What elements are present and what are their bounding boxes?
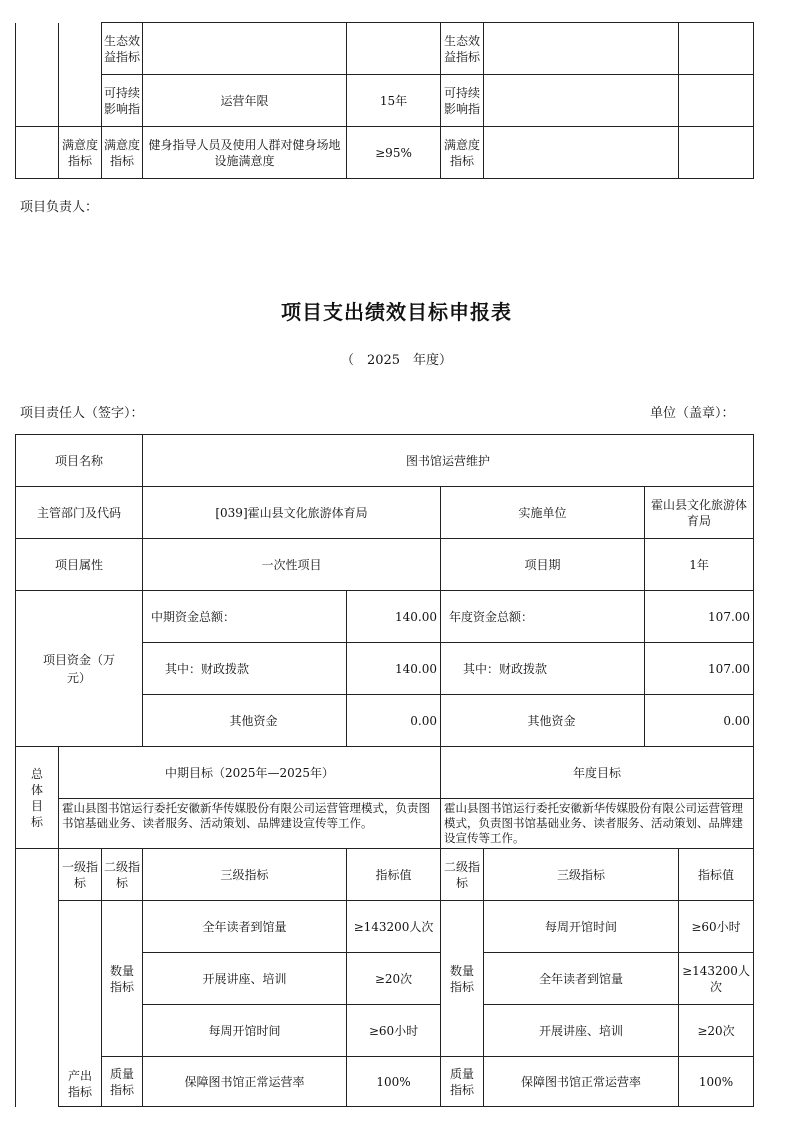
year-quantity-label: [441, 901, 484, 1057]
mid-goal-text: 霍山县图书馆运行委托安徽新华传媒股份有限公司运营管理模式，负责图书馆基础业务、读者服务、活动策划、品牌建设宣传等工作。: [59, 799, 441, 849]
quantity-label-text: 数量指标: [109, 963, 134, 994]
year-quantity-name: 开展讲座、培训: [484, 1005, 679, 1057]
indicator-value: ≥95%: [347, 127, 441, 179]
year-quality-label-text: 质量指标: [449, 1066, 474, 1097]
mid-quantity-name: 开展讲座、培训: [143, 953, 347, 1005]
blank-cell: [16, 23, 59, 127]
project-name-value: 图书馆运营维护: [143, 435, 754, 487]
indicator-l3b: [484, 75, 679, 127]
indicator-l3: 运营年限: [143, 75, 347, 127]
indicator-l2b: 满意度指标: [441, 127, 484, 179]
blank-cell: [59, 23, 102, 127]
indicator-l2b: 生态效益指标: [441, 23, 484, 75]
year-quantity-value: ≥143200人次: [679, 953, 754, 1005]
indicator-l2: 可持续影响指: [102, 75, 143, 127]
dept-label: 主管部门及代码: [16, 487, 143, 539]
mid-quality-name: 保障图书馆正常运营率: [143, 1057, 347, 1107]
mid-goal-header: 中期目标（2025年—2025年）: [59, 747, 441, 799]
unit-label: 单位（盖章）：: [650, 406, 735, 421]
blank-cell: [16, 127, 59, 179]
mid-fiscal-value: 140.00: [347, 643, 441, 695]
indicator-l3b: [484, 23, 679, 75]
attr-label: 项目属性: [16, 539, 143, 591]
fund-label: [16, 591, 143, 747]
continuation-table: [15, 22, 754, 179]
year-goal-header: 年度目标: [441, 747, 754, 799]
mid-total-value: 140.00: [347, 591, 441, 643]
mid-fiscal-label: 其中：财政拨款: [143, 643, 347, 695]
quantity-label: [102, 901, 143, 1057]
header-value: 指标值: [347, 849, 441, 901]
indicator-valueb: [679, 75, 754, 127]
mid-quantity-name: 每周开馆时间: [143, 1005, 347, 1057]
indicator-l2b: 可持续影响指: [441, 75, 484, 127]
mid-other-value: 0.00: [347, 695, 441, 747]
header-valueb: 指标值: [679, 849, 754, 901]
project-leader-label: 项目负责人：: [20, 200, 99, 215]
indicator-l3: [143, 23, 347, 75]
year-quantity-value: ≥20次: [679, 1005, 754, 1057]
blank-cell: [16, 849, 59, 1107]
header-l3: 三级指标: [143, 849, 347, 901]
indicator-l2: 生态效益指标: [102, 23, 143, 75]
indicator-l2: 满意度指标: [102, 127, 143, 179]
form-title: 项目支出绩效目标申报表: [281, 300, 512, 324]
mid-other-label: 其他资金: [143, 695, 347, 747]
mid-quality-value: 100%: [347, 1057, 441, 1107]
mid-quantity-value: ≥20次: [347, 953, 441, 1005]
indicator-value: [347, 23, 441, 75]
indicator-value: 15年: [347, 75, 441, 127]
year-total-value: 107.00: [645, 591, 754, 643]
header-l2: 二级指标: [102, 849, 143, 901]
year-quantity-name: 每周开馆时间: [484, 901, 679, 953]
performance-form-table: [15, 434, 754, 1107]
year-quality-label: [441, 1057, 484, 1107]
quality-label-text: 质量指标: [109, 1066, 134, 1097]
indicator-l3b: [484, 127, 679, 179]
mid-quantity-value: ≥143200人次: [347, 901, 441, 953]
year-fiscal-label: 其中：财政拨款: [441, 643, 645, 695]
year-total-label: 年度资金总额：: [441, 591, 645, 643]
indicator-l3: 健身指导人员及使用人群对健身场地设施满意度: [143, 127, 347, 179]
year-other-label: 其他资金: [441, 695, 645, 747]
impl-unit-value: 霍山县文化旅游体育局: [645, 487, 754, 539]
mid-quantity-name: 全年读者到馆量: [143, 901, 347, 953]
header-l2b: 二级指标: [441, 849, 484, 901]
fund-label-text: 项目资金（万元）: [42, 652, 115, 685]
goal-label: [16, 747, 59, 849]
period-label: 项目期: [441, 539, 645, 591]
quality-label: [102, 1057, 143, 1107]
dept-value: [039]霍山县文化旅游体育局: [143, 487, 441, 539]
indicator-l1: 满意度指标: [59, 127, 102, 179]
header-l1: 一级指标: [59, 849, 102, 901]
year-quality-value: 100%: [679, 1057, 754, 1107]
impl-unit-label: 实施单位: [441, 487, 645, 539]
indicator-valueb: [679, 127, 754, 179]
period-value: 1年: [645, 539, 754, 591]
year-quantity-value: ≥60小时: [679, 901, 754, 953]
mid-quantity-value: ≥60小时: [347, 1005, 441, 1057]
year-quantity-label-text: 数量指标: [449, 963, 474, 994]
year-goal-text: 霍山县图书馆运行委托安徽新华传媒股份有限公司运营管理模式，负责图书馆基础业务、读者服务、活动策划、品牌建设宣传等工作。: [441, 799, 754, 849]
year-quantity-name: 全年读者到馆量: [484, 953, 679, 1005]
indicator-valueb: [679, 23, 754, 75]
year-line: （ 2025 年度）: [340, 353, 453, 368]
year-other-value: 0.00: [645, 695, 754, 747]
header-l3b: 三级指标: [484, 849, 679, 901]
output-label: [59, 901, 102, 1107]
output-label-text: 产出指标: [67, 1069, 92, 1099]
mid-total-label: 中期资金总额：: [143, 591, 347, 643]
year-quality-name: 保障图书馆正常运营率: [484, 1057, 679, 1107]
project-name-label: 项目名称: [16, 435, 143, 487]
year-fiscal-value: 107.00: [645, 643, 754, 695]
attr-value: 一次性项目: [143, 539, 441, 591]
goal-label-text: 总体目标: [30, 766, 43, 829]
responsible-label: 项目责任人（签字）：: [20, 406, 144, 421]
